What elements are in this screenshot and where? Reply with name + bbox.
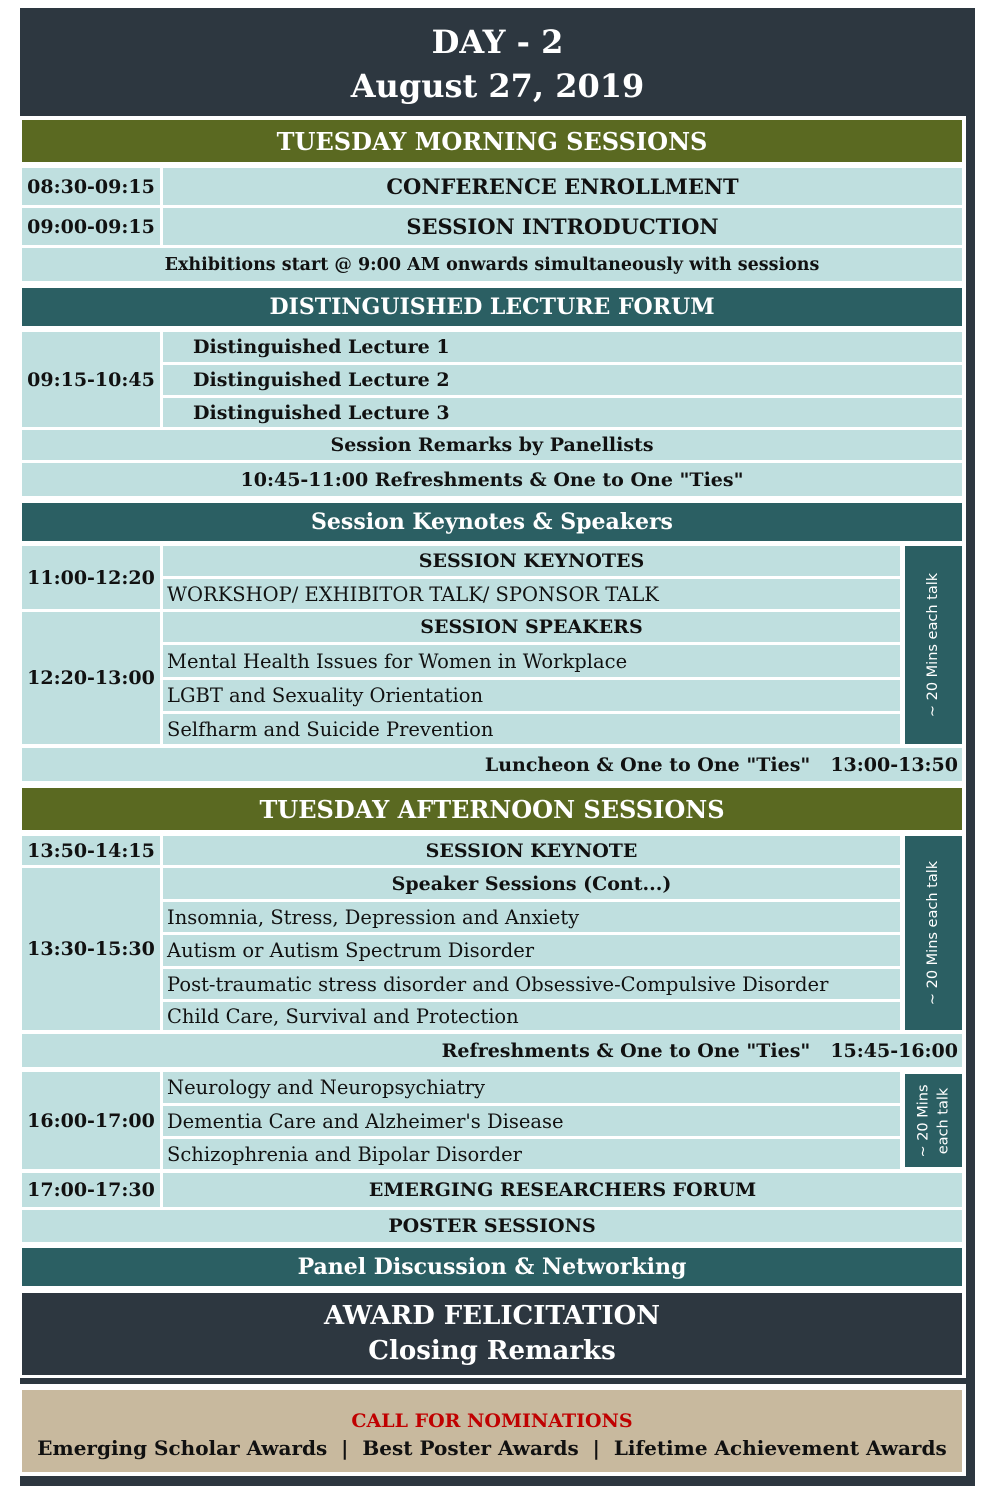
emerging-forum-time: 17:00-17:30 — [22, 1173, 160, 1207]
refreshments-label: Refreshments & One to One "Ties" — [441, 1039, 811, 1062]
speaker-topic: Schizophrenia and Bipolar Disorder — [163, 1139, 900, 1169]
luncheon-label: Luncheon & One to One "Ties" — [484, 753, 811, 776]
day-header — [20, 14, 975, 114]
closing-block — [22, 1293, 962, 1375]
afternoon-sessions-header: TUESDAY AFTERNOON SESSIONS — [22, 788, 962, 830]
speaker-sessions-cont-label: Speaker Sessions (Cont...) — [163, 868, 900, 899]
keynotes-header: Session Keynotes & Speakers — [22, 503, 962, 541]
luncheon-time: 13:00-13:50 — [830, 753, 958, 776]
introduction-label: SESSION INTRODUCTION — [163, 208, 962, 245]
session-remarks: Session Remarks by Panellists — [22, 430, 962, 460]
speaker-topic: LGBT and Sexuality Orientation — [163, 680, 900, 711]
nominations-block — [22, 1390, 962, 1472]
talk-duration-line: each talk — [935, 1087, 952, 1154]
speaker-topic: Child Care, Survival and Protection — [163, 1002, 900, 1030]
workshop-talk: WORKSHOP/ EXHIBITOR TALK/ SPONSOR TALK — [163, 579, 900, 609]
speaker-topic: Dementia Care and Alzheimer's Disease — [163, 1106, 900, 1136]
lecture-forum-header: DISTINGUISHED LECTURE FORUM — [22, 288, 962, 326]
neurology-block-time: 16:00-17:00 — [22, 1072, 160, 1169]
neurology-talk-duration-note — [905, 1074, 962, 1167]
speaker-topic: Selfharm and Suicide Prevention — [163, 714, 900, 744]
speaker-topic: Post-traumatic stress disorder and Obsessive-Compulsive Disorder — [163, 969, 900, 999]
afternoon-keynote-label: SESSION KEYNOTE — [163, 836, 900, 865]
session-keynotes-label: SESSION KEYNOTES — [163, 546, 900, 576]
award-categories: Emerging Scholar Awards | Best Poster Awards | Lifetime Achievement Awards — [37, 1436, 947, 1460]
introduction-time: 09:00-09:15 — [22, 208, 160, 245]
talk-duration-note — [905, 546, 962, 744]
closing-remarks: Closing Remarks — [368, 1336, 616, 1366]
neurology-talk-duration-text — [914, 1084, 954, 1157]
refreshments-break-1: 10:45-11:00 Refreshments & One to One "Ties" — [22, 463, 962, 496]
speaker-topic: Mental Health Issues for Women in Workplace — [163, 645, 900, 677]
talk-duration-text: ~ 20 Mins each talk — [925, 572, 942, 718]
speaker-topic: Autism or Autism Spectrum Disorder — [163, 935, 900, 966]
distinguished-lecture-3: Distinguished Lecture 3 — [163, 398, 962, 427]
refreshments-row — [22, 1034, 962, 1067]
refreshments-time: 15:45-16:00 — [830, 1039, 958, 1062]
luncheon-row — [22, 748, 962, 781]
award-felicitation: AWARD FELICITATION — [324, 1301, 660, 1331]
morning-sessions-header: TUESDAY MORNING SESSIONS — [22, 120, 962, 162]
emerging-forum-label: EMERGING RESEARCHERS FORUM — [163, 1173, 962, 1207]
speaker-topic: Neurology and Neuropsychiatry — [163, 1072, 900, 1103]
call-for-nominations: CALL FOR NOMINATIONS — [351, 1410, 633, 1432]
date-title: August 27, 2019 — [350, 67, 645, 105]
talk-duration-line: ~ 20 Mins — [915, 1083, 932, 1158]
keynotes-block-time: 11:00-12:20 — [22, 546, 160, 609]
day-title: DAY - 2 — [431, 23, 564, 61]
session-speakers-label: SESSION SPEAKERS — [163, 612, 900, 642]
lecture-forum-time: 09:15-10:45 — [22, 332, 160, 427]
speaker-topic: Insomnia, Stress, Depression and Anxiety — [163, 902, 900, 932]
speakers-block-time: 12:20-13:00 — [22, 612, 160, 744]
enrollment-label: CONFERENCE ENROLLMENT — [163, 168, 962, 205]
panel-discussion: Panel Discussion & Networking — [22, 1248, 962, 1286]
poster-sessions: POSTER SESSIONS — [22, 1210, 962, 1242]
exhibitions-note: Exhibitions start @ 9:00 AM onwards simultaneously with sessions — [22, 248, 962, 281]
distinguished-lecture-1: Distinguished Lecture 1 — [163, 332, 962, 362]
afternoon-talk-duration-text: ~ 20 Mins each talk — [925, 860, 942, 1006]
enrollment-time: 08:30-09:15 — [22, 168, 160, 205]
afternoon-block-time: 13:30-15:30 — [22, 868, 160, 1030]
afternoon-keynote-time: 13:50-14:15 — [22, 836, 160, 865]
distinguished-lecture-2: Distinguished Lecture 2 — [163, 365, 962, 395]
afternoon-talk-duration-note — [905, 836, 962, 1030]
